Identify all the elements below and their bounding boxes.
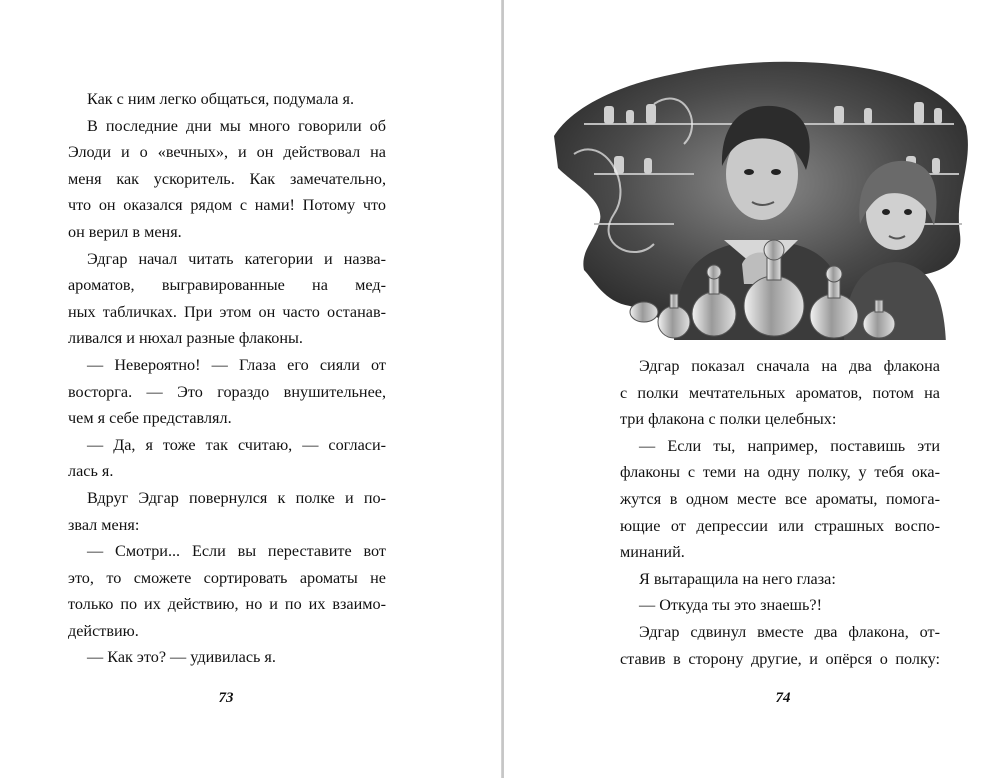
text-line: — Как это? — удивилась я. bbox=[87, 648, 276, 667]
text-line: восторга. — Это гораздо внушительнее, bbox=[68, 382, 386, 401]
text-line: Как с ним легко общаться, подумала я. bbox=[87, 90, 355, 108]
text-line: — Если ты, например, поставишь эти bbox=[639, 436, 940, 455]
text-line: он верил в меня. bbox=[68, 222, 182, 241]
text-line: только по их действию, но и по их взаимо- bbox=[68, 595, 386, 614]
text-line: — Да, я тоже так считаю, — согласи- bbox=[87, 435, 386, 454]
text-line: ароматов, выгравированные на мед- bbox=[68, 276, 386, 295]
text-line: Элоди и о «вечных», и он действовал на bbox=[68, 143, 386, 162]
text-line: — Смотри... Если вы переставите вот bbox=[87, 542, 386, 561]
text-line: действию. bbox=[68, 621, 139, 640]
text-line: ющие от депрессии или страшных воспо- bbox=[620, 516, 940, 535]
text-line: — Невероятно! — Глаза его сияли от bbox=[87, 355, 386, 374]
left-page-number: 73 bbox=[218, 690, 234, 706]
two-children-with-perfume-bottles-illustration bbox=[534, 44, 972, 340]
text-line: — Откуда ты это знаешь?! bbox=[639, 596, 822, 615]
right-page-text bbox=[620, 353, 940, 672]
text-line: ливался и нюхал разные флаконы. bbox=[68, 329, 303, 348]
text-line: В последние дни мы много говорили об bbox=[87, 116, 386, 135]
text-line: ставив в сторону другие, и опёрся о полку: bbox=[620, 649, 940, 668]
text-line: жутся в одном месте все ароматы, помога- bbox=[620, 489, 940, 508]
left-page bbox=[0, 0, 502, 778]
text-line: что он оказался рядом с нами! Потому что bbox=[68, 196, 386, 215]
text-line: лась я. bbox=[68, 462, 114, 481]
text-line: Вдруг Эдгар повернулся к полке и по- bbox=[87, 488, 386, 507]
right-page-number: 74 bbox=[775, 690, 791, 706]
text-line: три флакона с полки целебных: bbox=[620, 410, 837, 429]
text-line: меня как ускоритель. Как замечательно, bbox=[68, 169, 386, 188]
text-line: ных табличках. При этом он часто останав- bbox=[68, 302, 386, 321]
text-line: Я вытаращила на него глаза: bbox=[639, 569, 836, 588]
text-line: флаконы с теми на одну полку, у тебя ока- bbox=[620, 463, 940, 482]
text-line: Эдгар начал читать категории и назва- bbox=[87, 249, 386, 268]
text-line: Эдгар сдвинул вместе два флакона, от- bbox=[639, 622, 940, 641]
text-line: это, то сможете сортировать ароматы не bbox=[68, 568, 386, 587]
text-line: Эдгар показал сначала на два флакона bbox=[639, 357, 940, 375]
text-line: минаний. bbox=[620, 543, 685, 562]
left-page-text bbox=[68, 86, 386, 671]
text-line: с полки мечтательных ароматов, потом на bbox=[620, 383, 940, 402]
text-line: звал меня: bbox=[68, 515, 140, 534]
text-line: чем я себе представлял. bbox=[68, 409, 232, 428]
right-page bbox=[504, 0, 1007, 778]
